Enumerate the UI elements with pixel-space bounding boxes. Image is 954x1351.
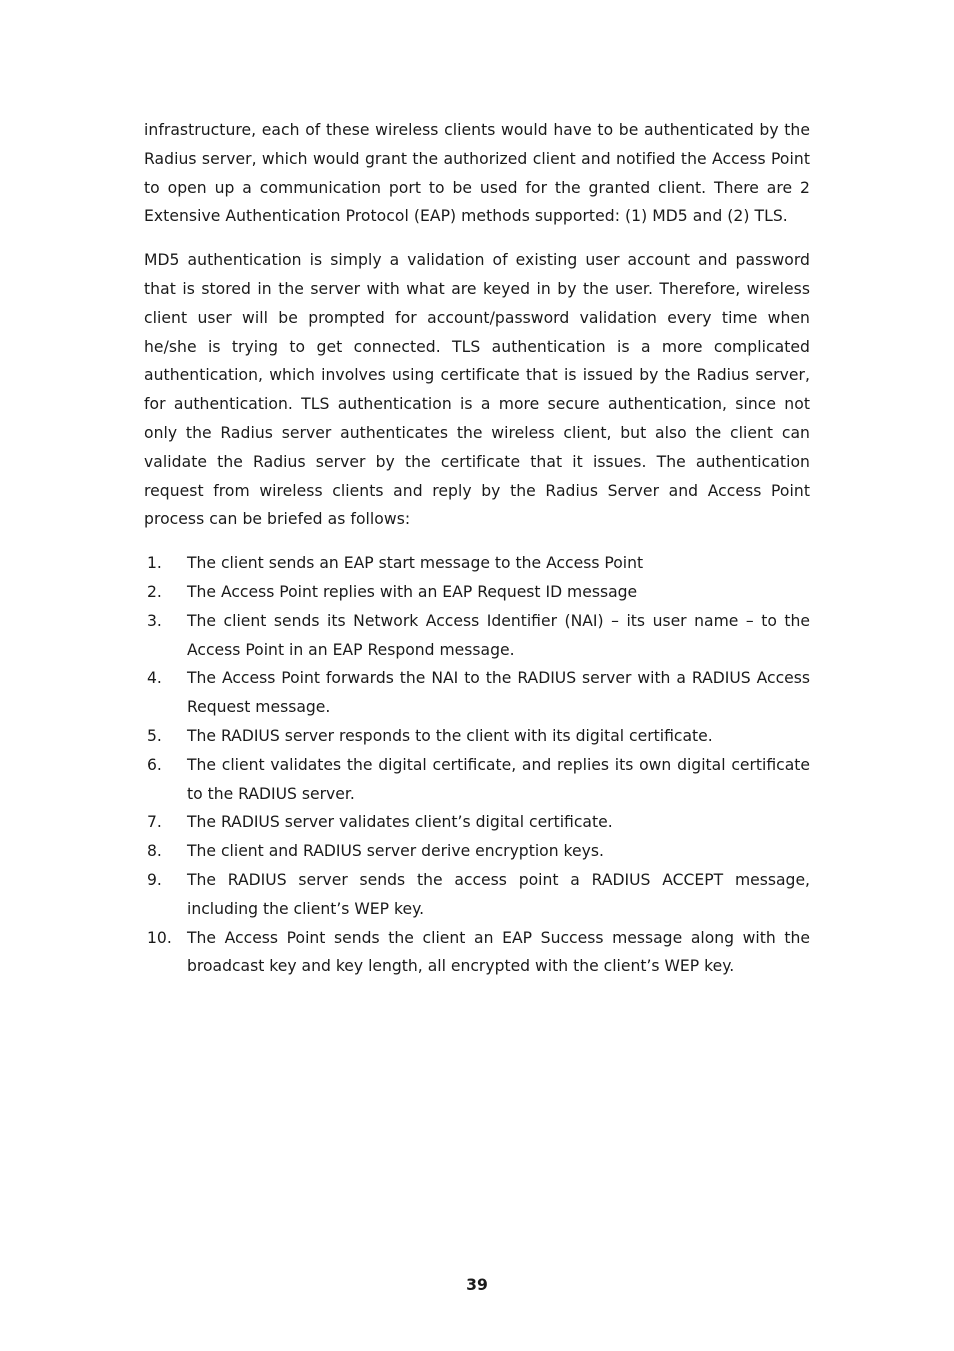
list-item xyxy=(144,924,810,982)
list-item-text: The RADIUS server validates client’s digital certificate. xyxy=(187,813,613,832)
list-item xyxy=(144,664,810,722)
page-number: 39 xyxy=(466,1276,488,1294)
list-item xyxy=(144,722,810,751)
list-item-number: 3. xyxy=(147,611,162,630)
list-item-number: 8. xyxy=(147,842,162,861)
list-item-text: The client validates the digital certificate, and replies its own digital certificate to the RADIUS server. xyxy=(187,755,810,803)
document-body xyxy=(144,116,810,981)
list-item-number: 4. xyxy=(147,669,162,688)
list-item-text: The RADIUS server sends the access point a RADIUS ACCEPT message, including the client’s WEP key. xyxy=(187,870,810,918)
authentication-steps-list xyxy=(144,549,810,981)
list-item-number: 10. xyxy=(147,928,172,947)
list-item-text: The Access Point forwards the NAI to the RADIUS server with a RADIUS Access Request message. xyxy=(187,669,810,717)
list-item xyxy=(144,578,810,607)
list-item-text: The Access Point replies with an EAP Request ID message xyxy=(187,582,638,601)
list-item-number: 9. xyxy=(147,870,162,889)
list-item-text: The client and RADIUS server derive encryption keys. xyxy=(187,842,604,861)
list-item xyxy=(144,549,810,578)
list-item-number: 2. xyxy=(147,582,162,601)
list-item-text: The client sends its Network Access Identifier (NAI) – its user name – to the Access Point in an EAP Respond message. xyxy=(187,611,810,659)
list-item xyxy=(144,607,810,665)
list-item-text: The Access Point sends the client an EAP Success message along with the broadcast key and key length, all encrypted with the client’s WEP key. xyxy=(187,928,810,976)
paragraph-intro: infrastructure, each of these wireless clients would have to be authenticated by the Radius server, which would grant the authorized client and notified the Access Point to open up a communication port to be used for the granted client. There are 2 Extensive Authentication Protocol (EAP) methods supported: (1) MD5 and (2) TLS. xyxy=(144,121,810,226)
list-item-number: 7. xyxy=(147,813,162,832)
list-item-number: 5. xyxy=(147,726,162,745)
list-item xyxy=(144,837,810,866)
list-item-text: The RADIUS server responds to the client with its digital certificate. xyxy=(187,726,713,745)
list-item-text: The client sends an EAP start message to the Access Point xyxy=(187,554,644,573)
paragraph-md5-tls: MD5 authentication is simply a validation of existing user account and password that is stored in the server with what are keyed in by the user. Therefore, wireless client user will be prompted for account/password validation every time when he/she is trying to get connected. TLS authentication is a more complicated authentication, which involves using certificate that is issued by the Radius server, for authentication. TLS authentication is a more secure authentication, since not only the Radius server authenticates the wireless client, but also the client can validate the Radius server by the certificate that it issues. The authentication request from wireless clients and reply by the Radius Server and Access Point process can be briefed as follows: xyxy=(144,251,810,529)
list-item xyxy=(144,751,810,809)
list-item xyxy=(144,866,810,924)
list-item-number: 1. xyxy=(147,554,162,573)
list-item-number: 6. xyxy=(147,755,162,774)
list-item xyxy=(144,808,810,837)
